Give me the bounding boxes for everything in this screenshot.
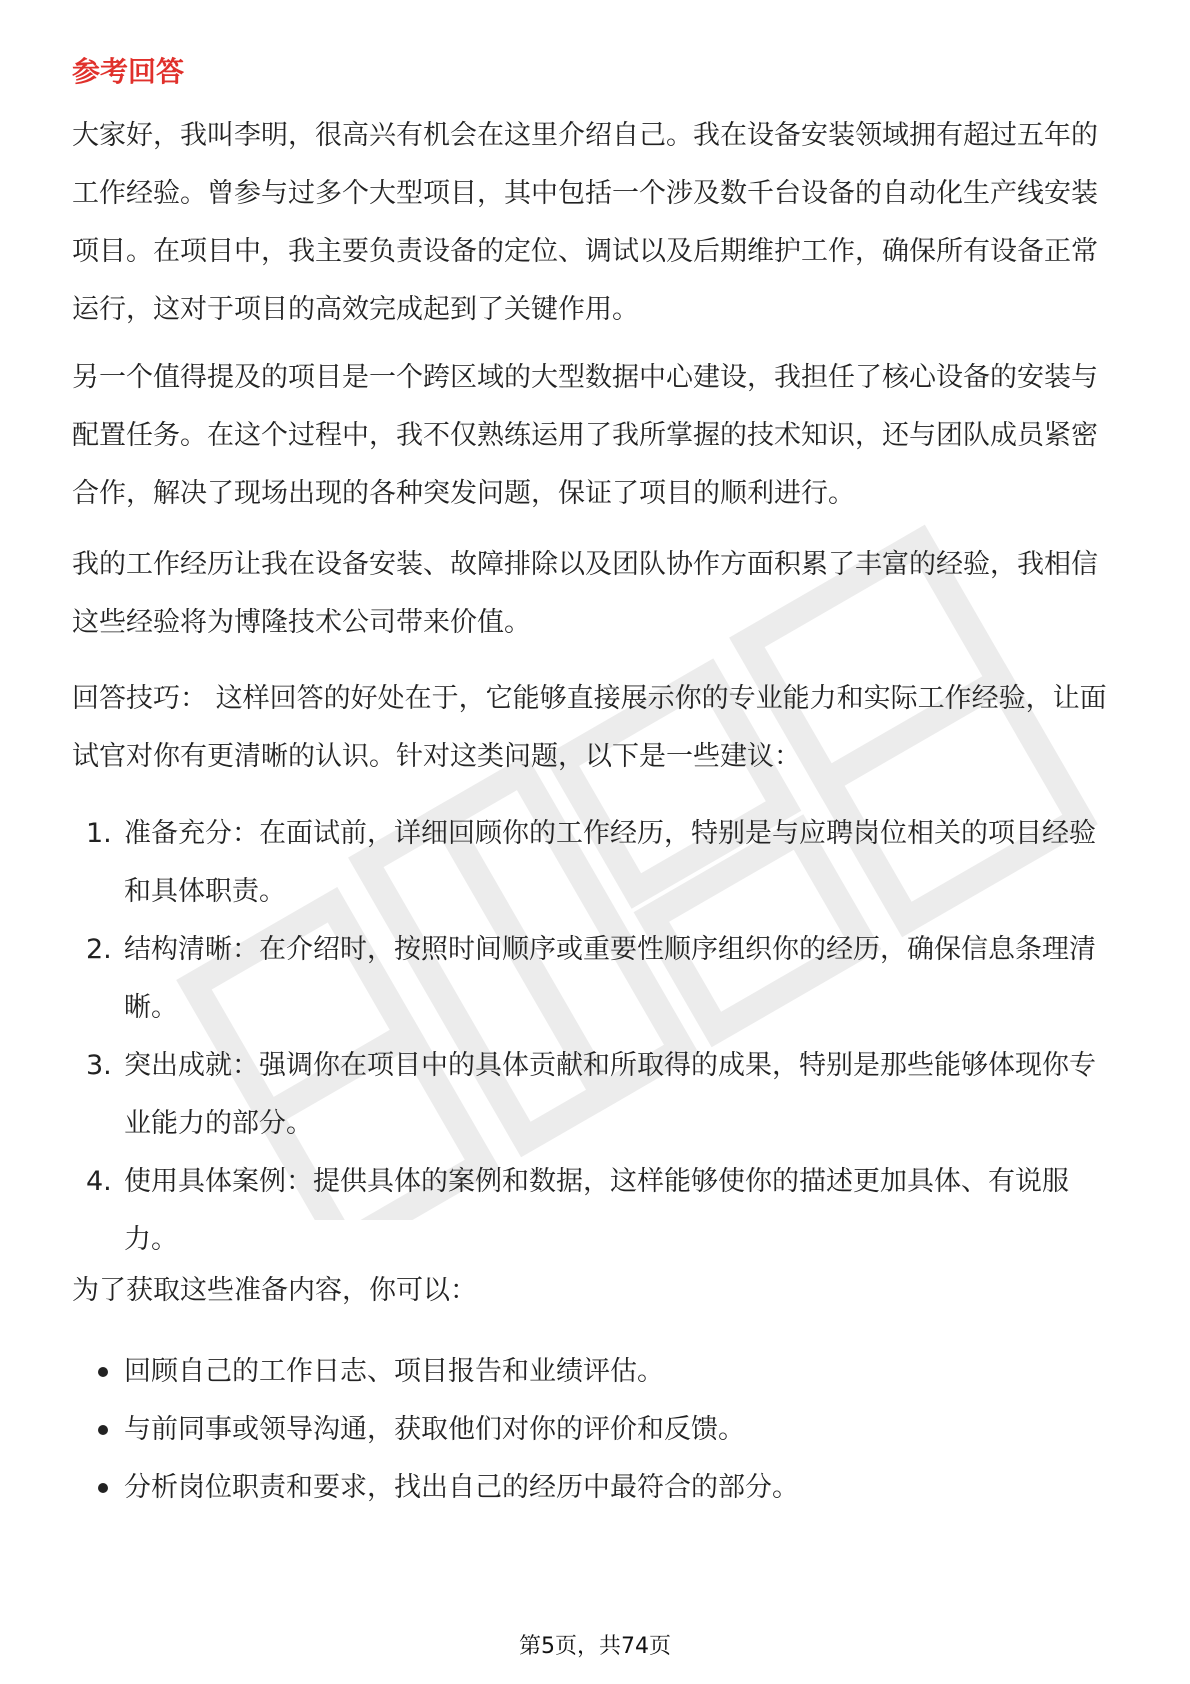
list-item-text: 使用具体案例：提供具体的案例和数据，这样能够使你的描述更加具体、有说服力。 — [124, 1166, 1069, 1255]
intro-paragraph: 大家好，我叫李明，很高兴有机会在这里介绍自己。我在设备安装领域拥有超过五年的工作经验。曾参与过多个大型项目，其中包括一个涉及数千台设备的自动化生产线安装项目。在项目中，我主要负责设备的定位、调试以及后期维护工作，确保所有设备正常运行，这对于项目的高效完成起到了关键作用。 — [72, 120, 1098, 325]
bullet-icon — [98, 1367, 108, 1377]
list-item-text: 突出成就：强调你在项目中的具体贡献和所取得的成果，特别是那些能够体现你专业能力的部分。 — [124, 1050, 1096, 1139]
bullet-icon — [98, 1483, 108, 1493]
section-title: 参考回答 — [72, 55, 185, 88]
list-item-text: 结构清晰：在介绍时，按照时间顺序或重要性顺序组织你的经历，确保信息条理清晰。 — [124, 934, 1096, 1023]
list-item-text: 分析岗位职责和要求，找出自己的经历中最符合的部分。 — [124, 1472, 799, 1503]
list-number: 2. — [86, 934, 112, 965]
list-item — [72, 1401, 1118, 1459]
page-footer: 第5页，共74页 — [519, 1634, 671, 1659]
tips-list — [72, 805, 1118, 1269]
list-item — [72, 1153, 1118, 1269]
list-item — [72, 1459, 1118, 1517]
list-item-text: 准备充分：在面试前，详细回顾你的工作经历，特别是与应聘岗位相关的项目经验和具体职责。 — [124, 818, 1096, 907]
list-item — [72, 1343, 1118, 1401]
list-item — [72, 805, 1118, 921]
project-paragraph: 另一个值得提及的项目是一个跨区域的大型数据中心建设，我担任了核心设备的安装与配置任务。在这个过程中，我不仅熟练运用了我所掌握的技术知识，还与团队成员紧密合作，解决了现场出现的各种突发问题，保证了项目的顺利进行。 — [72, 362, 1098, 509]
list-number: 3. — [86, 1050, 112, 1081]
bullet-icon — [98, 1425, 108, 1435]
prep-intro-paragraph: 为了获取这些准备内容，你可以： — [72, 1275, 477, 1306]
list-item — [72, 921, 1118, 1037]
list-item-text: 与前同事或领导沟通，获取他们对你的评价和反馈。 — [124, 1414, 745, 1445]
list-number: 1. — [86, 818, 112, 849]
prep-list — [72, 1343, 1118, 1517]
list-item — [72, 1037, 1118, 1153]
list-item-text: 回顾自己的工作日志、项目报告和业绩评估。 — [124, 1356, 664, 1387]
list-number: 4. — [86, 1166, 112, 1197]
summary-paragraph: 我的工作经历让我在设备安装、故障排除以及团队协作方面积累了丰富的经验，我相信这些经验将为博隆技术公司带来价值。 — [72, 549, 1098, 638]
tips-intro-paragraph: 回答技巧： 这样回答的好处在于，它能够直接展示你的专业能力和实际工作经验，让面试官对你有更清晰的认识。针对这类问题，以下是一些建议： — [72, 683, 1107, 772]
